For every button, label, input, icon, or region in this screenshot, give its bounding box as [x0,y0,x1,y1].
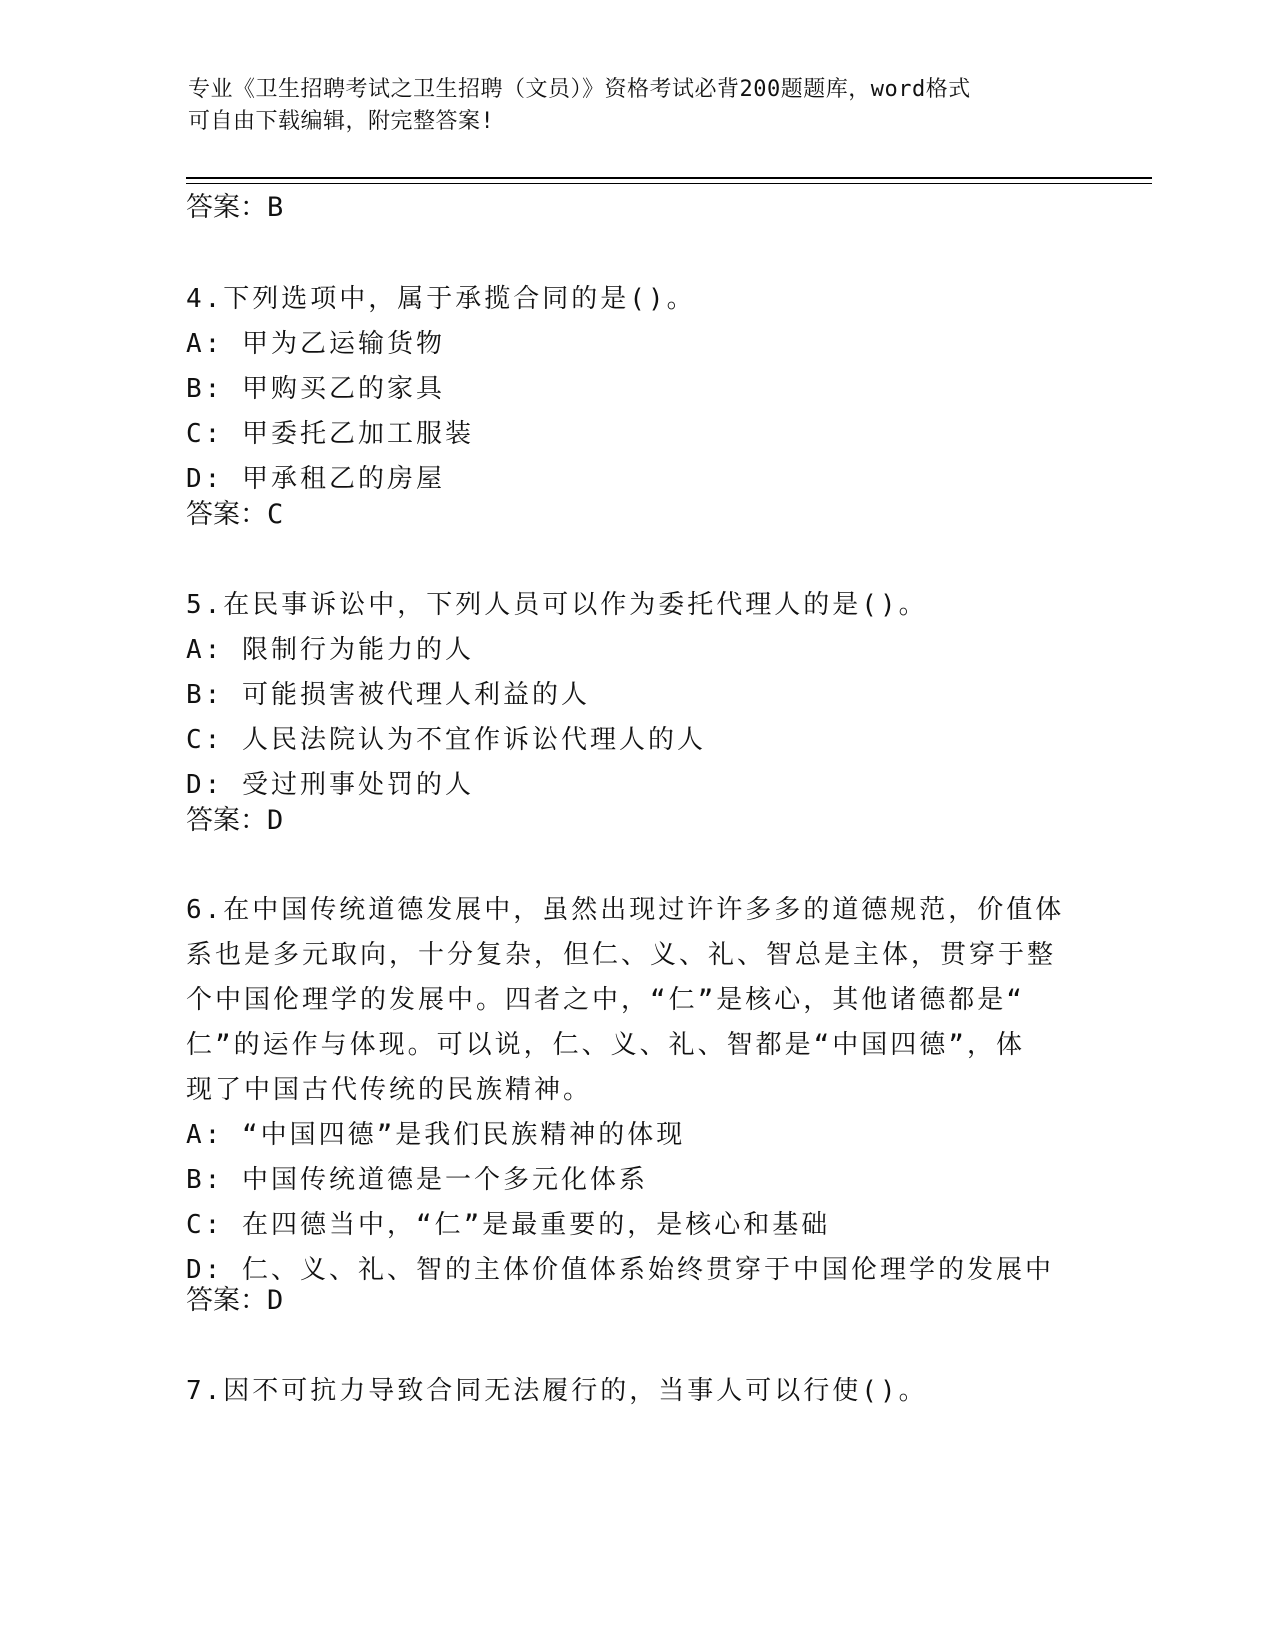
question-stem-line: 现了中国古代传统的民族精神。 [186,1075,593,1105]
option-b: B: 中国传统道德是一个多元化体系 [186,1165,648,1195]
option-a: A: 甲为乙运输货物 [186,329,445,359]
question-7 [186,1369,1066,1414]
answer-line-q5 [186,803,283,839]
question-5 [186,583,1066,808]
option-d: D: 仁、义、礼、智的主体价值体系始终贯穿于中国伦理学的发展中 [186,1255,1054,1285]
question-stem-line: 系也是多元取向，十分复杂，但仁、义、礼、智总是主体，贯穿于整 [186,940,1057,970]
question-stem-line: 仁”的运作与体现。可以说，仁、义、礼、智都是“中国四德”，体 [186,1030,1025,1060]
answer-value: D [267,1285,284,1316]
answer-value: B [267,192,284,223]
header-line-2: 可自由下载编辑，附完整答案! [188,109,495,134]
option-a: A: 限制行为能力的人 [186,635,474,665]
option-c: C: 甲委托乙加工服装 [186,419,474,449]
answer-line-q6 [186,1283,283,1319]
answer-label: 答案： [186,499,267,530]
answer-label: 答案： [186,192,267,223]
option-c: C: 人民法院认为不宜作诉讼代理人的人 [186,725,706,755]
answer-value: D [267,805,284,836]
question-4 [186,277,1066,502]
question-stem: 5.在民事诉讼中，下列人员可以作为委托代理人的是()。 [186,590,928,620]
question-6 [186,888,1066,1293]
option-b: B: 甲购买乙的家具 [186,374,445,404]
answer-value: C [267,499,284,530]
question-stem-line: 个中国伦理学的发展中。四者之中，“仁”是核心，其他诸德都是“ [186,985,1025,1015]
option-c: C: 在四德当中，“仁”是最重要的，是核心和基础 [186,1210,831,1240]
answer-line-q3 [186,190,283,226]
question-stem: 7.因不可抗力导致合同无法履行的，当事人可以行使()。 [186,1376,928,1406]
header-divider-thick [186,177,1152,179]
question-stem: 4.下列选项中，属于承揽合同的是()。 [186,284,696,314]
option-b: B: 可能损害被代理人利益的人 [186,680,590,710]
header-divider-thin [186,183,1152,184]
option-a: A: “中国四德”是我们民族精神的体现 [186,1120,686,1150]
document-header [188,74,1068,138]
question-stem-line: 6.在中国传统道德发展中，虽然出现过许许多多的道德规范，价值体 [186,895,1065,925]
header-line-1: 专业《卫生招聘考试之卫生招聘（文员）》资格考试必背200题题库，word格式 [188,77,971,102]
answer-line-q4 [186,497,283,533]
answer-label: 答案： [186,1285,267,1316]
option-d: D: 甲承租乙的房屋 [186,464,445,494]
answer-label: 答案： [186,805,267,836]
option-d: D: 受过刑事处罚的人 [186,770,474,800]
